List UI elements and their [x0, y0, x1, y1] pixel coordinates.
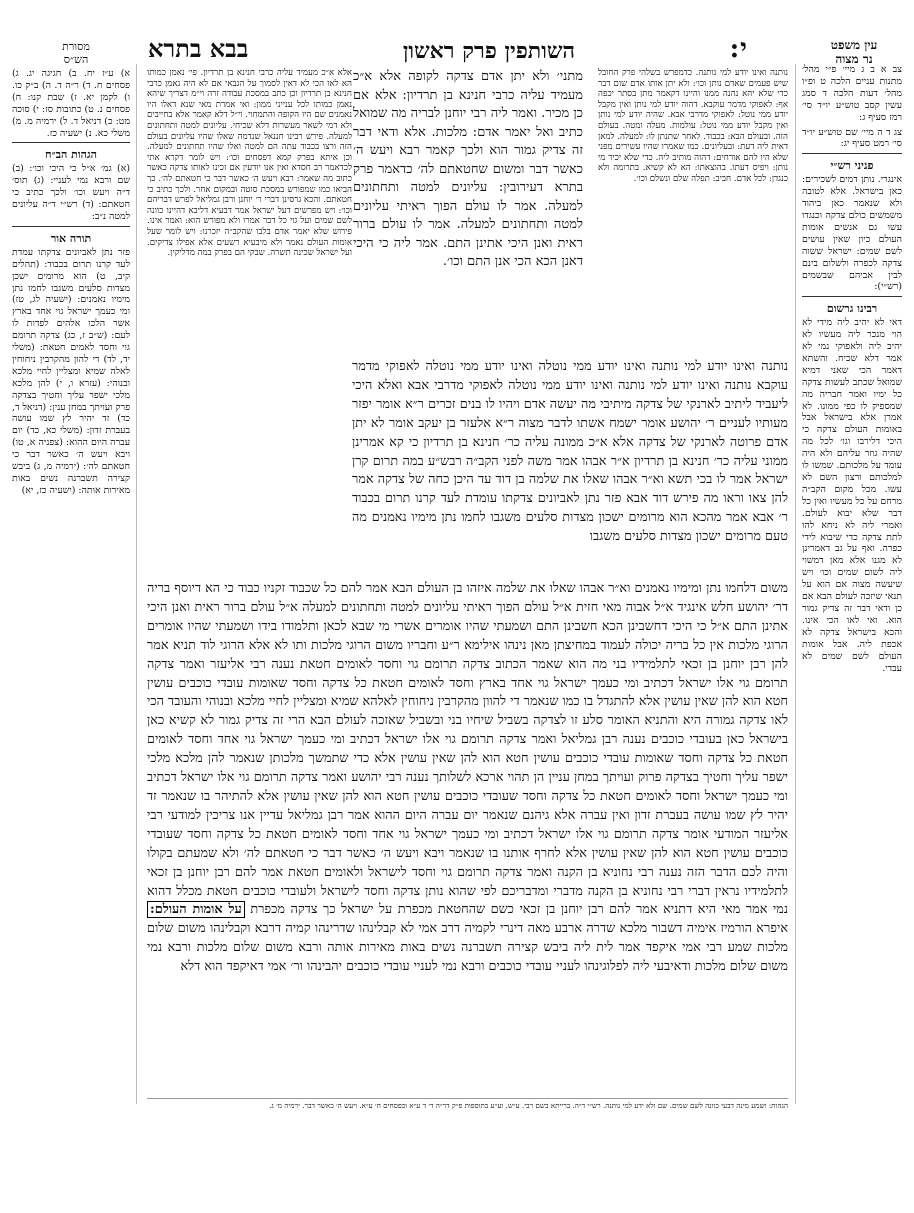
left-margin-column	[12, 68, 130, 1208]
gemara-text: משום דלחמו נתן ומימיו נאמנים וא״ר אבהו שאלו את שלמה איזהו בן העולם הבא אמר להם כל שכבוד זקניו כבוד כי הא דיוסף בריה דר׳ יהושע חלש אינגיד א״ל אבוה מאי חזית א״ל עולם הפוך ראיתי עליונים למטה ותחתונים למעלה א״ל עולם ברור ראית ואנן היכי אתינן התם א״ל כי היכי דחשבינן הכא חשבינן התם ושמעתי שהיו אומרים אשרי מי שבא לכאן ותלמודו בידו ושמעתי שהיו אומרים הרוגי מלכות אין כל בריה יכולה לעמוד במחיצתן מאן נינהו אילימא ר״ע וחבריו משום הרוגי מלכות ותו לא אלא הרוגי לוד תניא אמר להן רבן יוחנן בן זכאי לתלמידיו בני מה הוא שאמר הכתוב צדקה תרומם גוי וחסד לאומים חטאת נענה רבי אליעזר ואמר צדקה תרומם גוי אלו ישראל דכתיב ומי כעמך ישראל גוי אחד בארץ וחסד לאומים חטאת כל צדקה וחסד שאומות עובדי כוכבים עושין חטא הוא להן שאין עושין אלא להתגדל בו כמו שנאמר די להוון מהקרבין ניחוחין לאלהא שמיא ומצליין לחיי מלכא ובנוהי והעובד הכי לאו צדקה גמורה היא והתניא האומר סלע זו לצדקה בשביל שיחיו בני ובשביל שאזכה לעולם הבא הרי זה צדיק גמור לא קשיא כאן בישראל כאן בעובדי כוכבים נענה רבן גמליאל ואמר צדקה תרומם גוי אלו ישראל דכתיב ומי כעמך ישראל גוי אחד וחסד לאומים חטאת כל צדקה וחסד שאומות עובדי כוכבים עושין חטא הוא להן שאין עושין אלא כדי שתמשך מלכותן שנאמר להן מלכא מלכי ישפר עליך וחטיך בצדקה פרוק ועויתך במחן עניין הן תהוי ארכא לשלותך נענה רבי יהושע ואמר צדקה תרומם גוי אלו ישראל דכתיב ומי כעמך ישראל וחסד לאומים חטאת כל צדקה וחסד שעובדי כוכבים עושין חטא הוא להן שאין עושין אלא להתיהר בו שנאמר זד יהיר לץ שמו עושה בעברת זדון ואין עברה אלא גיהנם שנאמר יום עברה היום ההוא אמר רבן גמליאל עדיין אנו צריכין למודעי רבי אליעזר המודעי אומר צדקה תרומם גוי אלו ישראל דכתיב ומי כעמך ישראל גוי אחד וחסד לאומים חטאת כל צדקה וחסד שעובדי כוכבים עושין חטא הוא להן שאין עושין אלא לחרף אותנו בו שנאמר ויבא ויעש ה׳ כאשר דבר כי חטאתם לה׳ ולא שמעתם בקולו והיה לכם הדבר הזה נענה רבי נחוניא בן הקנה ואמר צדקה תרומם גוי וחסד לישראל ולאומים חטאת אמר להם רבן יוחנן בן זכאי לתלמידיו נראין דברי רבי נחוניא בן הקנה מדברי ומדבריכם לפי שהוא נותן צדקה וחסד לישראל ולעובדי כוכבים חטאת מכלל דהוא נמי אמר מאי היא דתניא אמר להם רבן יוחנן בן זכאי כשם שהחטאת מכפרת על ישראל כך צדקה מכפרת	[147, 581, 788, 918]
torah-or-text: פזר נתן לאביונים צדקתו עמדת לעד קרנו תרום בכבוד: (תהלים קיב, ט) הוא מרומים ישכן מצדות סלעים משגבו לחמו נתן מימיו נאמנים: (ישעיה לג, טז) ומי כעמך ישראל גוי אחד בארץ אשר הלכו אלהים לפדות לו לעם: (ש״ב ז, כג) צדקה תרומם גוי וחסד לאמים חטאת: (משלי יד, לד) די להון מהקרבין ניחוחין לאלה שמיא ומצליין לחיי מלכא ובנוהי: (עזרא ו, י) להן מלכא מלכי ישפר עליך וחטיך בצדקה פרק ועויתך במחן ענין: (דניאל ד, כד) זד יהיר לץ שמו עושה בעברת זדון: (משלי כא, כד) יום עברה היום ההוא: (צפניה א, טו) ויבא ויעש ה׳ כאשר דבר כי חטאתם לה׳: (ירמיה מ, ג) ביבש קצירה תשברנה נשים באות מאירות אותה: (ישעיה כז, יא)	[12, 246, 130, 496]
tosafot-commentary: אלא א״כ מעמיד עליה כרבי חנינא בן תרדיון. פי׳ נאמן כמותו הא לאו הכי לא דאין לסמוך על הגבאי אם לא היה נאמן כרבי חנינא בן תרדיון וכן כתב במסכת עבודה זרה וי״מ דצריך שיהא נאמן כמותו לכל ענייני ממון: ואי אמרת מאי שנא דאלו היו נאמנים שם היו הקופה והתמחוי. וי״ל דלא קאמר אלא בחייבים ולא דמי לשאר מעשרות דלא שכיחי. עליונים למטה ותחתונים למעלה. פירש רבינו חננאל שנדמה שאלו שהיו עליונים בעולם הזה ורצו בכבוד עתה הם למטה ואלו שהיו תחתונים למעלה. וכן איתא בפרק קמא דפסחים וכו׳: ויש לומר דקרא אתי לכדאמר רב חסדא ואין אנו יודעין אם זכינו לאותו צדקה כאשר כתוב מה שאמר: רבא ויעש ה׳ כאשר דבר כי חטאתם לה׳. כך הביאו כמו שמפורש במסכת סוטה ובמקום אחר. ולכך כתיב כי חטאתם. והכא גרסינן דברי ר׳ יוחנן ורבן גמליאל לפרש דבריהם וכו׳: ויש מפרשים דעל ישראל אמר דבעיא דליבא דהיינו כוונה לשם שמים ועל גוי כל דבר אמרו ולא מפורש הוא: ואמר אינו. פירוש שלא יאמר אדם בלבו שהקב״ה יזכרנו: ויש לומר שעל אומות העולם נאמר ולא מיבעיא רשעים אלא אפילו צדיקים. ועל ישראל שכינה תשרה. שבקי הם בפרק במה מדליקין.	[147, 68, 352, 259]
hagahot-title: הגהות הב״ח	[45, 148, 97, 162]
gemara-paragraph: נותנה ואינו יודע למי נותנה ואינו יודע ממי נוטלה ואינו יודע ממי נוטלה לאפוקי מדמר עוקבא נותנה ואינו יודע למי נותנה ואינו יודע ממי נוטלה לאפוקי מדרבי אבא ואלא היכי ליעביד ליתיב לארנקי של צדקה מיתיבי מה יעשה אדם ויהיו לו בנים זכרים ר״א אומר יפזר מעותיו לעניים ר׳ יהושע אומר ישמח אשתו לדבר מצוה ר״א אלעזר בן יעקב אומר לא יתן אדם פרוטה לארנקי של צדקה אלא א״כ ממונה עליה כר׳ חנינא בן תרדיון כי קא אמרינן ממוני עליה כר׳ חנינא בן תרדיון א״ר אבהו אמר משה לפני הקב״ה רבש״ע במה תרום קרן ישראל אמר לו בכי תשא וא״ר אבהו שאלו את שלמה בן דוד עד היכן כחה של צדקה אמר להן צאו וראו מה פירש דוד אבא פזר נתן לאביונים צדקתו עומדת לעד קרנו תרום בכבוד ר׳ אבא אמר מהכא הוא מרומים ישכון מצדות סלעים משגבו לחמו נתן מימיו נאמנים מה טעם מרומים ישכון מצדות סלעים משגבו	[352, 359, 788, 545]
right-margin-column	[802, 64, 902, 1204]
gemara-main-wide	[147, 580, 788, 1176]
gemara-main	[352, 358, 788, 578]
masoret-title: מסורת הש״ס	[62, 40, 90, 66]
ein-mishpat-title: עין משפט נר מצוה	[830, 38, 878, 66]
page-marker: י:	[729, 34, 748, 64]
page-header	[148, 34, 748, 64]
gemara-text: איפרא הורמיז אימיה דשבור מלכא שדרה ארבע מאה דינרי לקמיה דרב אמי לא קבלינהו שדרינהו קמיה דרבא וקבלינהו משום שלום מלכות שמע רבי אמי איקפד אמר לית ליה ביבש קצירה תשברנה נשים באות מאירות אותה ורבא משום שלום מלכות ורבא נמי משום שלום מלכות ודאיבעי ליה לפלוגינהו לעניי עובדי כוכבים ורבא נמי לעניי עובדי כוכבים יהבינהו ור׳ אמי דאיקפד הוא דלא	[147, 921, 788, 975]
chapter-title: השותפין פרק ראשון	[402, 38, 576, 64]
hagahot-text: (א) גמ׳ א״ל כי היכי וכו׳: (ב) שם ורבא נמי לעניי: (ג) תוס׳ ד״ה ויעש וכו׳ ולכך כתיב כי חטאתם: (ד) רש״י ד״ה עליונים למטה נ״ב:	[12, 163, 130, 222]
rabbeinu-gershom-title: רבינו גרשום	[826, 302, 878, 316]
divider-left	[136, 64, 137, 1104]
divider-right	[795, 64, 796, 1104]
rashi-commentary: נותנה ואינו יודע למי נותנה. כדמפרש בשלהי פרק החובל שיש פעמים שאדם נותן וכו׳: ולא יתן אותו אדם שום דבר כדי שלא יהא נהנה ממנו והיינו דקאמר מתן בסתר יכפה אף: לאפוקי מדמר עוקבא. דהוה יודע למי נותן ואין מקבל יודע ממי נוטל: לאפוקי מדרבי אבא. שהיה יודע למי נותן ואין מקבל יודע ממי נוטל: עולמות. מעלה ומטה. בעולם הזה. ובעולם הבא: בכבוד. לאחר שתנתן לו: למעלה. למאן דאית ליה דעת: ובעליונים. כמו שאמרו שהיו עשירים מפני שלא היו להם אורחים: דהוה מותיב ליה. כדי שלא יכיר מי נותן: ויפיס דעתו. בהוצאתו: הא לא קשיא. בתרומה ולא כנגדן: לכל אדם. חביב: תפלה שלם ונשלם וכו׳.	[598, 68, 788, 184]
footnote-line: הגהות: ושמע מינה דבעי כוונה לשם שמים. שם ולא ידע למי נותנה. רש״י ד״ה. ברייתא בשם רבי. ע״ש. וע״ע בתוספות פ״ק דר״ה ד׳ ד ע״א ובפסחים ח׳ ע״א. ויעש ה׳ כאשר דבר. ירמיה מ׳ ג.	[147, 1098, 788, 1119]
tractate-title: בבא בתרא	[148, 34, 249, 63]
rabbeinu-gershom-text: דאי לא יהיב ליה מידי לא הוי מנכר ליה מעשיו לא יהיב ליה ולאפוקי נמי לא אמר דלא שכיח. והשתא דאמר הכי שאני דמיא שמואל שכתב לעשות צדקה כל ימיו ואמר חבריה מה שמספיק לו כפי ממונו. לא אמרן אלא בישראל אבל באומות העולם צדקה כי היכי דלירבו וגו׳ לכל מה שהיה גוזר עליהם ולא היה עומד על מלכותם. שמשו לו למלכותם ורצון השם לא עשו. מכל מקום הקב״ה מרחם על כל מעשיו ואין כל דבר שלא יבוא לעולם. ואמרי ליה לא ניחא להו לתת צדקה כדי שיבוא לידי כפרה. ואף על גב דאמרינן לא מגנו אלא מאן דמשוי ליה לשום שמים וכו׳ ויש שיעשה מצוה אם הוא על תנאי שיזכה לעולם הבא אם כן ודאי דבר זה צדיק גמור הוא. ואי לאו הכי אינו. והכא בישראל צדקה לא אכפת ליה. אבל אומות העולם לשם שמים לא עבדי.	[802, 317, 902, 674]
penei-rashi-title: פניני רש״י	[830, 159, 874, 173]
divider	[12, 142, 130, 143]
gemara-top: מתני׳ ולא יתן אדם צדקה לקופה אלא א״כ מעמיד עליה כרבי חנינא בן תרדיון: אלא אם כן מכיר. ואמר ליה רבי יוחנן לבריה מה שמואל כתיב ואל יאמר אדם: מלכות. אלא ודאי דבר זה צדיק גמור הוא ולכך קאמר רבא ויעש ה׳ כאשר דבר ומשום שחטאתם לה׳ כדאמר פרק בתרא דעירובין: עליונים למטה ותחתונים למעלה. אמר לו עולם הפוך ראיתי עליונים למטה ותחתונים למעלה. אמר לו עולם ברור ראית ואנן היכי אתינן התם. אמר ליה כי היכי דאנן הכא הכי אנן התם וכו׳.	[353, 69, 583, 269]
divider	[802, 296, 902, 297]
divider	[12, 226, 130, 227]
ein-mishpat-entry: צב א ב ג מיי׳ פ״י מהל׳ מתנות עניים הלכה ט ופ״ו מהל׳ דעות הלכה ד סמג עשין קסב טוש״ע יו״ד סי׳ רמז סעיף ג:	[802, 64, 902, 123]
penei-rashi-text: אינגרי. נותן דמים לשכירים: כאן בישראל. אלא לטובה ולא שנאמר כאן ביהוד משמשים כולם צדקה וכנגדו עשו גם אנשים אומות העולם כיון שאין עושים לשם שמים: ישראל ששוה צדקה לכפרה ולשלום בינם לבין אביהם שבשמים (רש״י):	[802, 174, 902, 293]
ein-mishpat-entry: צג ד ה מיי׳ שם טוש״ע יו״ד סי׳ רמט סעיף יג:	[802, 126, 902, 150]
masoret-hashas-text: א) ע״ז יח. ב) חגיגה יג. ג) פסחים ח. ד) ר״ה ד. ה) ב״ק כו. ו) לקמן יא. ז) שבת קנו: ח) פסחים נ. ט) כתובות סז: י) סוכה מט: כ) דניאל ד. ל) ירמיה מ. מ) משלי כא. נ) ישעיה כז.	[12, 68, 130, 139]
gemara-paragraph	[147, 580, 788, 977]
main-text-block	[147, 68, 788, 1208]
divider	[802, 153, 902, 154]
boxed-phrase: על אומות העולם:	[147, 901, 245, 918]
torah-or-title: תורה אור	[50, 231, 92, 245]
